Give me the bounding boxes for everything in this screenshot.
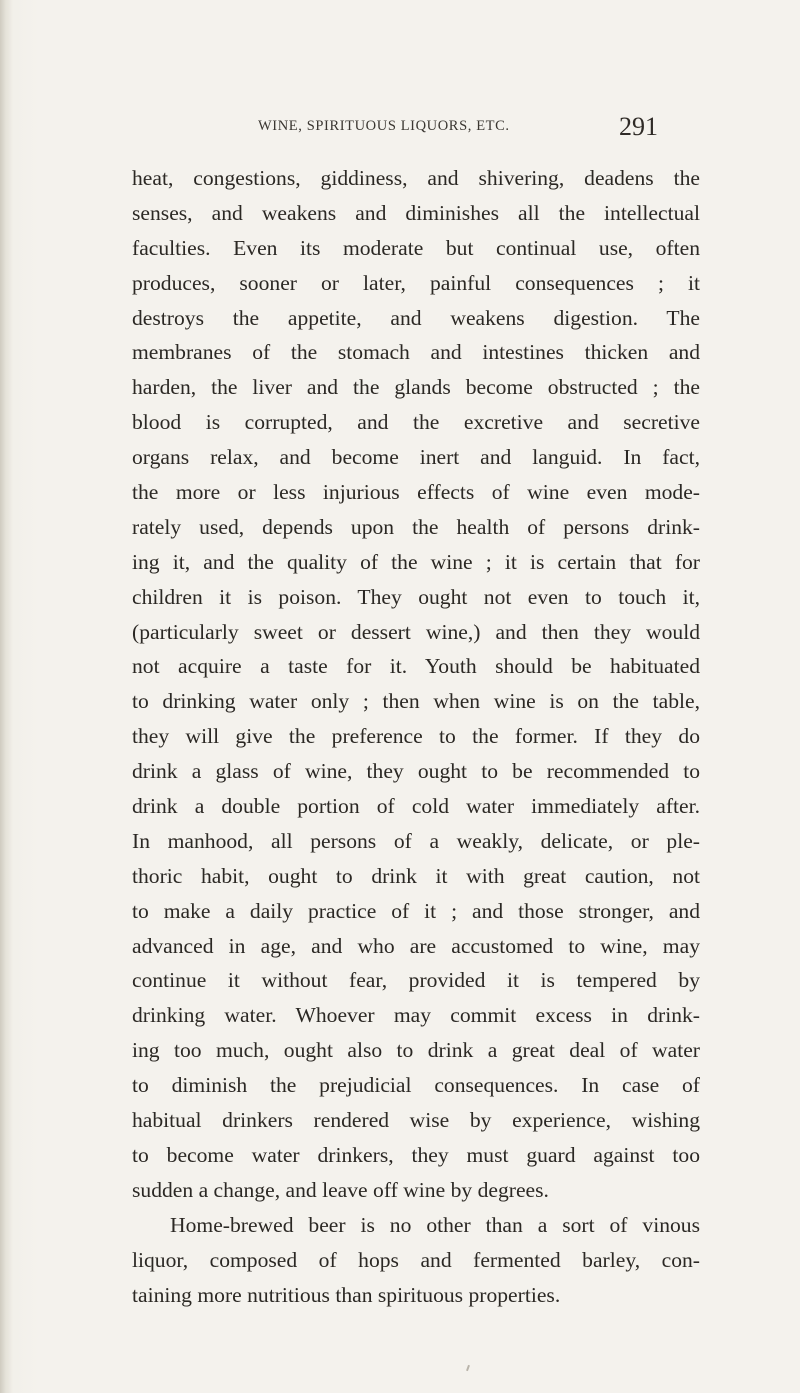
text-line: ing too much, ought also to drink a great deal of water bbox=[132, 1038, 700, 1063]
text-line: harden, the liver and the glands become obstructed ; the bbox=[132, 375, 700, 400]
text-line: destroys the appetite, and weakens digestion. The bbox=[132, 305, 700, 330]
text-line: thoric habit, ought to drink it with great caution, not bbox=[132, 863, 700, 888]
paper-speck bbox=[466, 1365, 470, 1371]
text-line: produces, sooner or later, painful consequences ; it bbox=[132, 270, 700, 295]
text-line: habitual drinkers rendered wise by experience, wishing bbox=[132, 1108, 700, 1133]
text-line: to become water drinkers, they must guard against too bbox=[132, 1142, 700, 1167]
running-title: WINE, SPIRITUOUS LIQUORS, ETC. bbox=[258, 118, 510, 134]
text-line: ing it, and the quality of the wine ; it is certain that for bbox=[132, 549, 700, 574]
text-line: continue it without fear, provided it is tempered by bbox=[132, 968, 700, 993]
text-line: rately used, depends upon the health of persons drink- bbox=[132, 514, 700, 539]
text-line: organs relax, and become inert and languid. In fact, bbox=[132, 445, 700, 470]
text-line: drink a glass of wine, they ought to be recommended to bbox=[132, 759, 700, 784]
text-line: not acquire a taste for it. Youth should be habituated bbox=[132, 654, 700, 679]
text-line: drink a double portion of cold water immediately after. bbox=[132, 794, 700, 819]
page-number: 291 bbox=[619, 112, 658, 141]
text-line: faculties. Even its moderate but continual use, often bbox=[132, 235, 700, 260]
text-line: to diminish the prejudicial consequences. In case of bbox=[132, 1073, 700, 1098]
text-line: membranes of the stomach and intestines thicken and bbox=[132, 340, 700, 365]
text-line: sudden a change, and leave off wine by degrees. bbox=[132, 1177, 549, 1202]
text-line: liquor, composed of hops and fermented barley, con- bbox=[132, 1247, 700, 1272]
binding-shadow bbox=[0, 0, 12, 1393]
text-line: the more or less injurious effects of wine even mode- bbox=[132, 480, 700, 505]
text-line: drinking water. Whoever may commit excess in drink- bbox=[132, 1003, 700, 1028]
text-line: to drinking water only ; then when wine is on the table, bbox=[132, 689, 700, 714]
body-text bbox=[132, 161, 700, 1312]
text-line: (particularly sweet or dessert wine,) and then they would bbox=[132, 619, 700, 644]
text-line: they will give the preference to the former. If they do bbox=[132, 724, 700, 749]
running-head bbox=[0, 112, 800, 152]
text-line: children it is poison. They ought not even to touch it, bbox=[132, 584, 700, 609]
text-line: senses, and weakens and diminishes all the intellectual bbox=[132, 200, 700, 225]
paragraph-start-line: Home-brewed beer is no other than a sort of vinous bbox=[170, 1212, 700, 1237]
text-line: taining more nutritious than spirituous properties. bbox=[132, 1282, 561, 1307]
text-line: blood is corrupted, and the excretive and secretive bbox=[132, 410, 700, 435]
text-line: advanced in age, and who are accustomed to wine, may bbox=[132, 933, 700, 958]
text-line: heat, congestions, giddiness, and shivering, deadens the bbox=[132, 166, 700, 190]
text-line: In manhood, all persons of a weakly, delicate, or ple- bbox=[132, 828, 700, 853]
text-line: to make a daily practice of it ; and those stronger, and bbox=[132, 898, 700, 923]
